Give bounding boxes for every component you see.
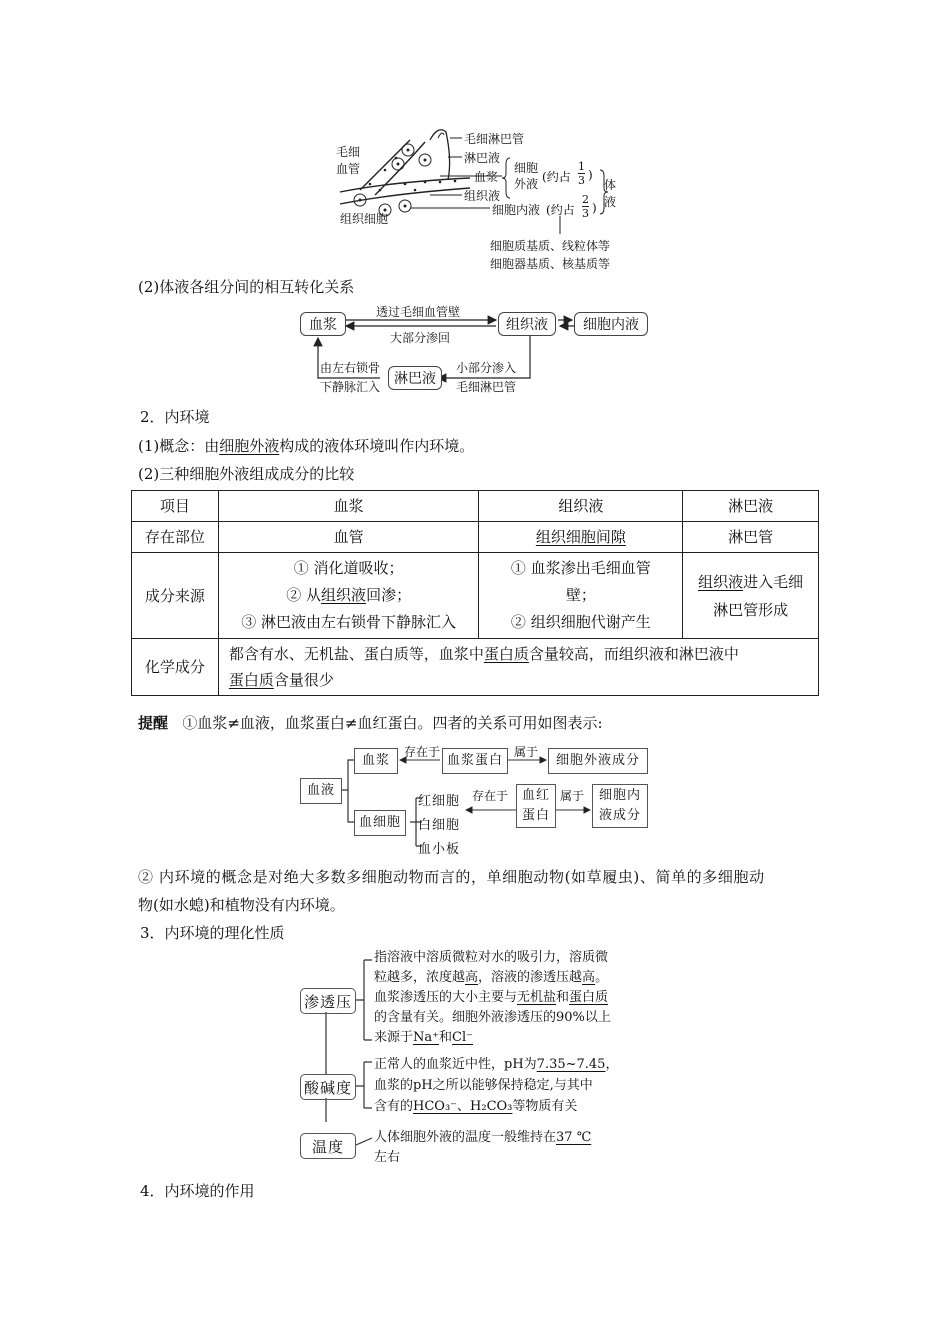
capillary-label: 毛细 xyxy=(336,145,361,159)
compare-heading: (2)三种细胞外液组成成分的比较 xyxy=(138,465,355,483)
belongs-label-2: 属于 xyxy=(560,789,585,803)
table-cell: 成分来源 xyxy=(132,553,219,639)
plasma-box: 血浆 xyxy=(300,312,346,336)
plasma-protein-box: 血浆蛋白 xyxy=(442,748,508,774)
organelle-note: 细胞器基质、核基质等 xyxy=(490,257,611,271)
capillary-label-2: 血管 xyxy=(336,162,361,176)
lymph-box: 淋巴液 xyxy=(388,366,442,390)
ph-line-2: 血浆的pH之所以能够保持稳定,与其中 xyxy=(374,1078,593,1093)
temp-line-1: 人体细胞外液的温度一般维持在37 ℃ xyxy=(374,1130,592,1145)
blood-box: 血液 xyxy=(300,778,342,804)
table-cell: ① 血浆渗出毛细血管 壁； ② 组织细胞代谢产生 xyxy=(479,553,683,639)
extracellular-box: 细胞外液成分 xyxy=(548,748,648,774)
exists-in-label: 存在于 xyxy=(404,745,441,759)
about-third-label-2: (约占 xyxy=(546,203,575,217)
table-cell: 化学成分 xyxy=(132,639,219,696)
tissue-fluid-box: 组织液 xyxy=(498,312,556,336)
table-cell: 都含有水、无机盐、蛋白质等，血浆中蛋白质含量较高，而组织液和淋巴液中 蛋白质含量很少 xyxy=(218,639,818,696)
intracellular-label: 细胞内液 xyxy=(492,203,541,217)
table-cell: 淋巴管 xyxy=(683,522,819,553)
heading-properties: 3．内环境的理化性质 xyxy=(140,924,285,942)
extracellular-label-2: 外液 xyxy=(514,177,539,191)
wbc-label: 白细胞 xyxy=(418,818,461,833)
lymph-capillary-label: 毛细淋巴管 xyxy=(464,132,525,146)
osmotic-line-5: 来源于Na⁺和Cl⁻ xyxy=(374,1030,473,1045)
cytoplasm-note: 细胞质基质、线粒体等 xyxy=(490,239,611,253)
tissue-cell-label: 组织细胞 xyxy=(340,212,389,226)
left-path-label-2: 下静脉汇入 xyxy=(320,380,381,394)
belongs-label: 属于 xyxy=(514,745,539,759)
table-header: 淋巴液 xyxy=(683,491,819,522)
table-header: 血浆 xyxy=(218,491,479,522)
body-fluid-label: 体 xyxy=(604,178,617,192)
reminder-line-2: ② 内环境的概念是对绝大多数多细胞动物而言的，单细胞动物(如草履虫)、简单的多细胞动 xyxy=(138,868,765,886)
plasma-label: 血浆 xyxy=(474,170,499,184)
table-header: 组织液 xyxy=(479,491,683,522)
most-back-label: 大部分渗回 xyxy=(390,331,451,345)
fraction-one-third: 1 3 xyxy=(578,160,585,187)
table-row xyxy=(132,553,819,639)
plasma-box: 血浆 xyxy=(354,748,398,774)
osmotic-line-1: 指溶液中溶质微粒对水的吸引力，溶质微 xyxy=(374,950,609,965)
table-cell: 血管 xyxy=(218,522,479,553)
left-path-label-1: 由左右锁骨 xyxy=(320,361,381,375)
intracellular-box: 细胞内 液成分 xyxy=(592,784,648,828)
osmotic-box: 渗透压 xyxy=(300,988,356,1014)
body-fluid-label-2: 液 xyxy=(604,195,617,209)
temperature-box: 温度 xyxy=(300,1133,356,1159)
section-heading-conversion: (2)体液各组分间的相互转化关系 xyxy=(138,278,355,296)
exists-in-label-2: 存在于 xyxy=(472,789,509,803)
osmotic-line-4: 的含量有关。细胞外液渗透压的90%以上 xyxy=(374,1010,611,1025)
heading-functions: 4．内环境的作用 xyxy=(140,1182,255,1200)
osmotic-line-2: 粒越多，浓度越高，溶液的渗透压越高。 xyxy=(374,970,609,985)
table-cell: 存在部位 xyxy=(132,522,219,553)
ph-box: 酸碱度 xyxy=(300,1074,356,1100)
hemoglobin-box: 血红 蛋白 xyxy=(516,784,556,828)
table-row xyxy=(132,491,819,522)
extracellular-label: 细胞 xyxy=(514,161,539,175)
blood-cells-box: 血细胞 xyxy=(354,810,406,836)
temp-line-2: 左右 xyxy=(374,1150,401,1165)
reminder-line-3: 物(如水螅)和植物没有内环境。 xyxy=(138,896,345,914)
table-row xyxy=(132,522,819,553)
osmotic-line-3: 血浆渗透压的大小主要与无机盐和蛋白质 xyxy=(374,990,609,1005)
table-cell: 组织细胞间隙 xyxy=(479,522,683,553)
right-path-label-1: 小部分渗入 xyxy=(456,361,517,375)
intracellular-box: 细胞内液 xyxy=(574,312,648,336)
ph-line-1: 正常人的血浆近中性，pH为7.35~7.45， xyxy=(374,1057,619,1072)
fraction-two-thirds: 2 3 xyxy=(582,193,589,220)
concept-line: (1)概念：由细胞外液构成的液体环境叫作内环境。 xyxy=(138,437,475,455)
right-path-label-2: 毛细淋巴管 xyxy=(456,380,517,394)
table-cell: ① 消化道吸收； ② 从组织液回渗； ③ 淋巴液由左右锁骨下静脉汇入 xyxy=(218,553,479,639)
rbc-label: 红细胞 xyxy=(418,794,461,809)
through-wall-label: 透过毛细血管壁 xyxy=(376,305,461,319)
ph-line-3: 含有的HCO₃⁻、H₂CO₃等物质有关 xyxy=(374,1099,578,1114)
tissue-fluid-label: 组织液 xyxy=(464,189,501,203)
heading-internal-environment: 2．内环境 xyxy=(140,408,210,426)
comparison-table xyxy=(131,490,819,696)
about-third-label: (约占 xyxy=(542,170,571,184)
table-row xyxy=(132,639,819,696)
table-header: 项目 xyxy=(132,491,219,522)
platelet-label: 血小板 xyxy=(418,842,461,857)
lymph-label: 淋巴液 xyxy=(464,151,501,165)
reminder-line-1: 提醒 ①血浆≠血液，血浆蛋白≠血红蛋白。四者的关系可用如图表示: xyxy=(138,714,603,732)
table-cell: 组织液进入毛细 淋巴管形成 xyxy=(683,553,819,639)
